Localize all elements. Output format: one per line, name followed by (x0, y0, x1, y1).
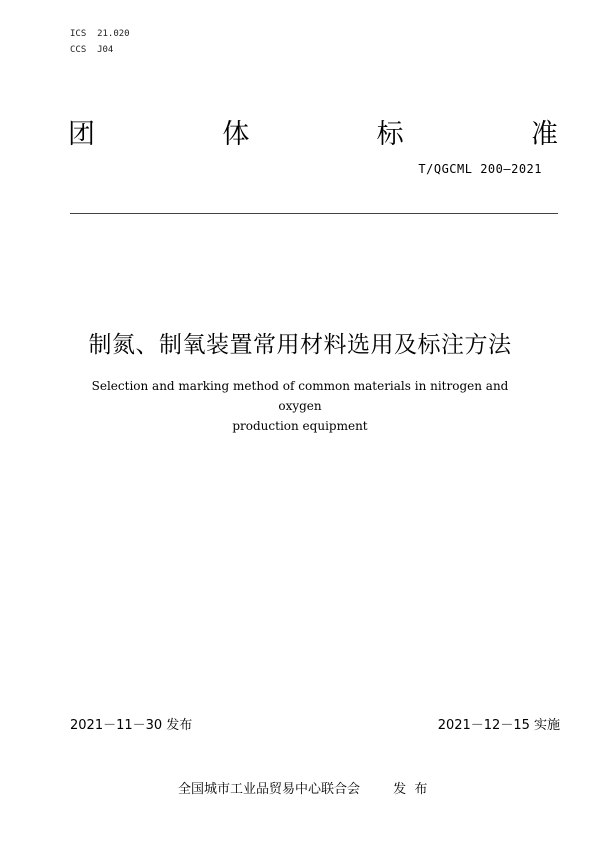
standard-type-char: 准 (530, 119, 558, 150)
ics-code: ICS 21.020 (70, 29, 130, 39)
publisher-line (178, 778, 427, 797)
standard-type-char: 团 (68, 119, 95, 150)
publication-date: 2021－11－30 发布 (70, 718, 193, 733)
document-title-chinese: 制氮、制氧装置常用材料选用及标注方法 (88, 332, 512, 358)
publisher-name: 全国城市工业品贸易中心联合会 (178, 782, 361, 797)
document-title-english (80, 376, 520, 436)
classification-codes (70, 26, 130, 58)
english-title-line: Selection and marking method of common materials in nitrogen and oxygen (91, 379, 509, 413)
standard-type-char: 体 (222, 119, 250, 150)
english-title-line: production equipment (232, 419, 368, 433)
implementation-date: 2021－12－15 实施 (437, 718, 560, 733)
standard-type-char: 标 (376, 119, 404, 150)
ccs-code: CCS J04 (70, 45, 114, 55)
header-divider (70, 213, 558, 214)
standard-type-heading (68, 112, 558, 151)
standard-number: T/QGCML 200—2021 (418, 162, 542, 176)
publish-action: 发 布 (393, 782, 428, 797)
